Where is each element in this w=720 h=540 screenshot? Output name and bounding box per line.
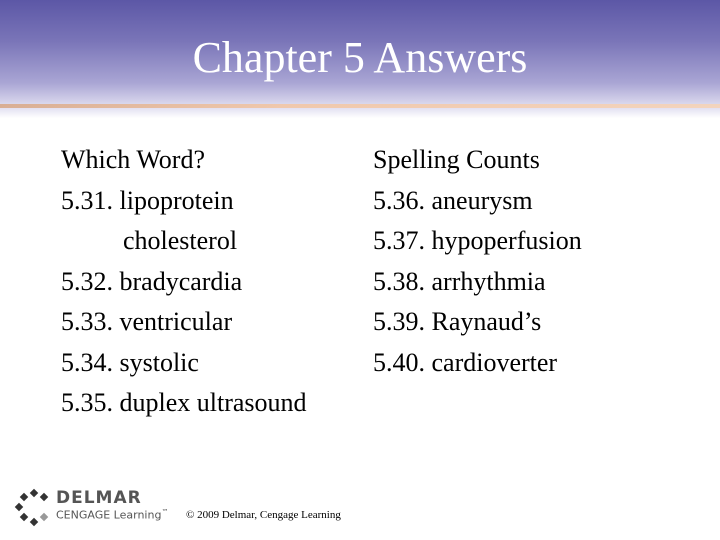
brand-name: DELMAR (56, 488, 142, 508)
right-column (373, 140, 703, 383)
list-item (373, 343, 703, 384)
item-number: 5.36. (373, 185, 425, 215)
delmar-cengage-logo (14, 488, 184, 528)
list-item (373, 221, 703, 262)
item-text: ventricular (119, 307, 233, 336)
item-number: 5.40. (373, 347, 425, 377)
delmar-cengage-logo-icon (14, 488, 54, 528)
left-column (61, 140, 371, 424)
footer (14, 488, 374, 528)
item-text: duplex ultrasound (119, 388, 307, 417)
list-item (61, 181, 371, 222)
banner-accent-line (0, 104, 720, 108)
item-text: aneurysm (431, 185, 533, 215)
item-number: 5.31. (61, 185, 113, 215)
item-text: arrhythmia (431, 266, 546, 296)
item-number: 5.35. (61, 388, 113, 417)
item-text: lipoprotein (119, 185, 234, 215)
item-text: Raynaud’s (431, 307, 542, 336)
trademark: ™ (161, 508, 169, 516)
sub-brand-text: CENGAGE Learning (56, 508, 162, 522)
list-item (61, 343, 371, 384)
list-item (61, 302, 371, 343)
list-item-continuation: cholesterol (123, 226, 238, 255)
list-item (373, 181, 703, 222)
list-item (373, 302, 703, 343)
sub-brand (56, 508, 168, 522)
slide-title: Chapter 5 Answers (192, 33, 528, 82)
copyright-notice: © 2009 Delmar, Cengage Learning (186, 509, 341, 521)
right-column-heading: Spelling Counts (373, 145, 540, 174)
item-text: cardioverter (431, 347, 558, 377)
item-text: bradycardia (119, 266, 243, 296)
list-item (373, 262, 703, 303)
list-item (61, 262, 371, 303)
item-number: 5.39. (373, 307, 425, 336)
item-number: 5.32. (61, 266, 113, 296)
left-column-heading: Which Word? (61, 145, 205, 174)
item-text: hypoperfusion (431, 226, 582, 255)
item-number: 5.37. (373, 226, 425, 255)
item-number: 5.33. (61, 307, 113, 336)
item-number: 5.34. (61, 347, 113, 377)
list-item (61, 383, 371, 424)
item-text: systolic (119, 347, 199, 377)
item-number: 5.38. (373, 266, 425, 296)
